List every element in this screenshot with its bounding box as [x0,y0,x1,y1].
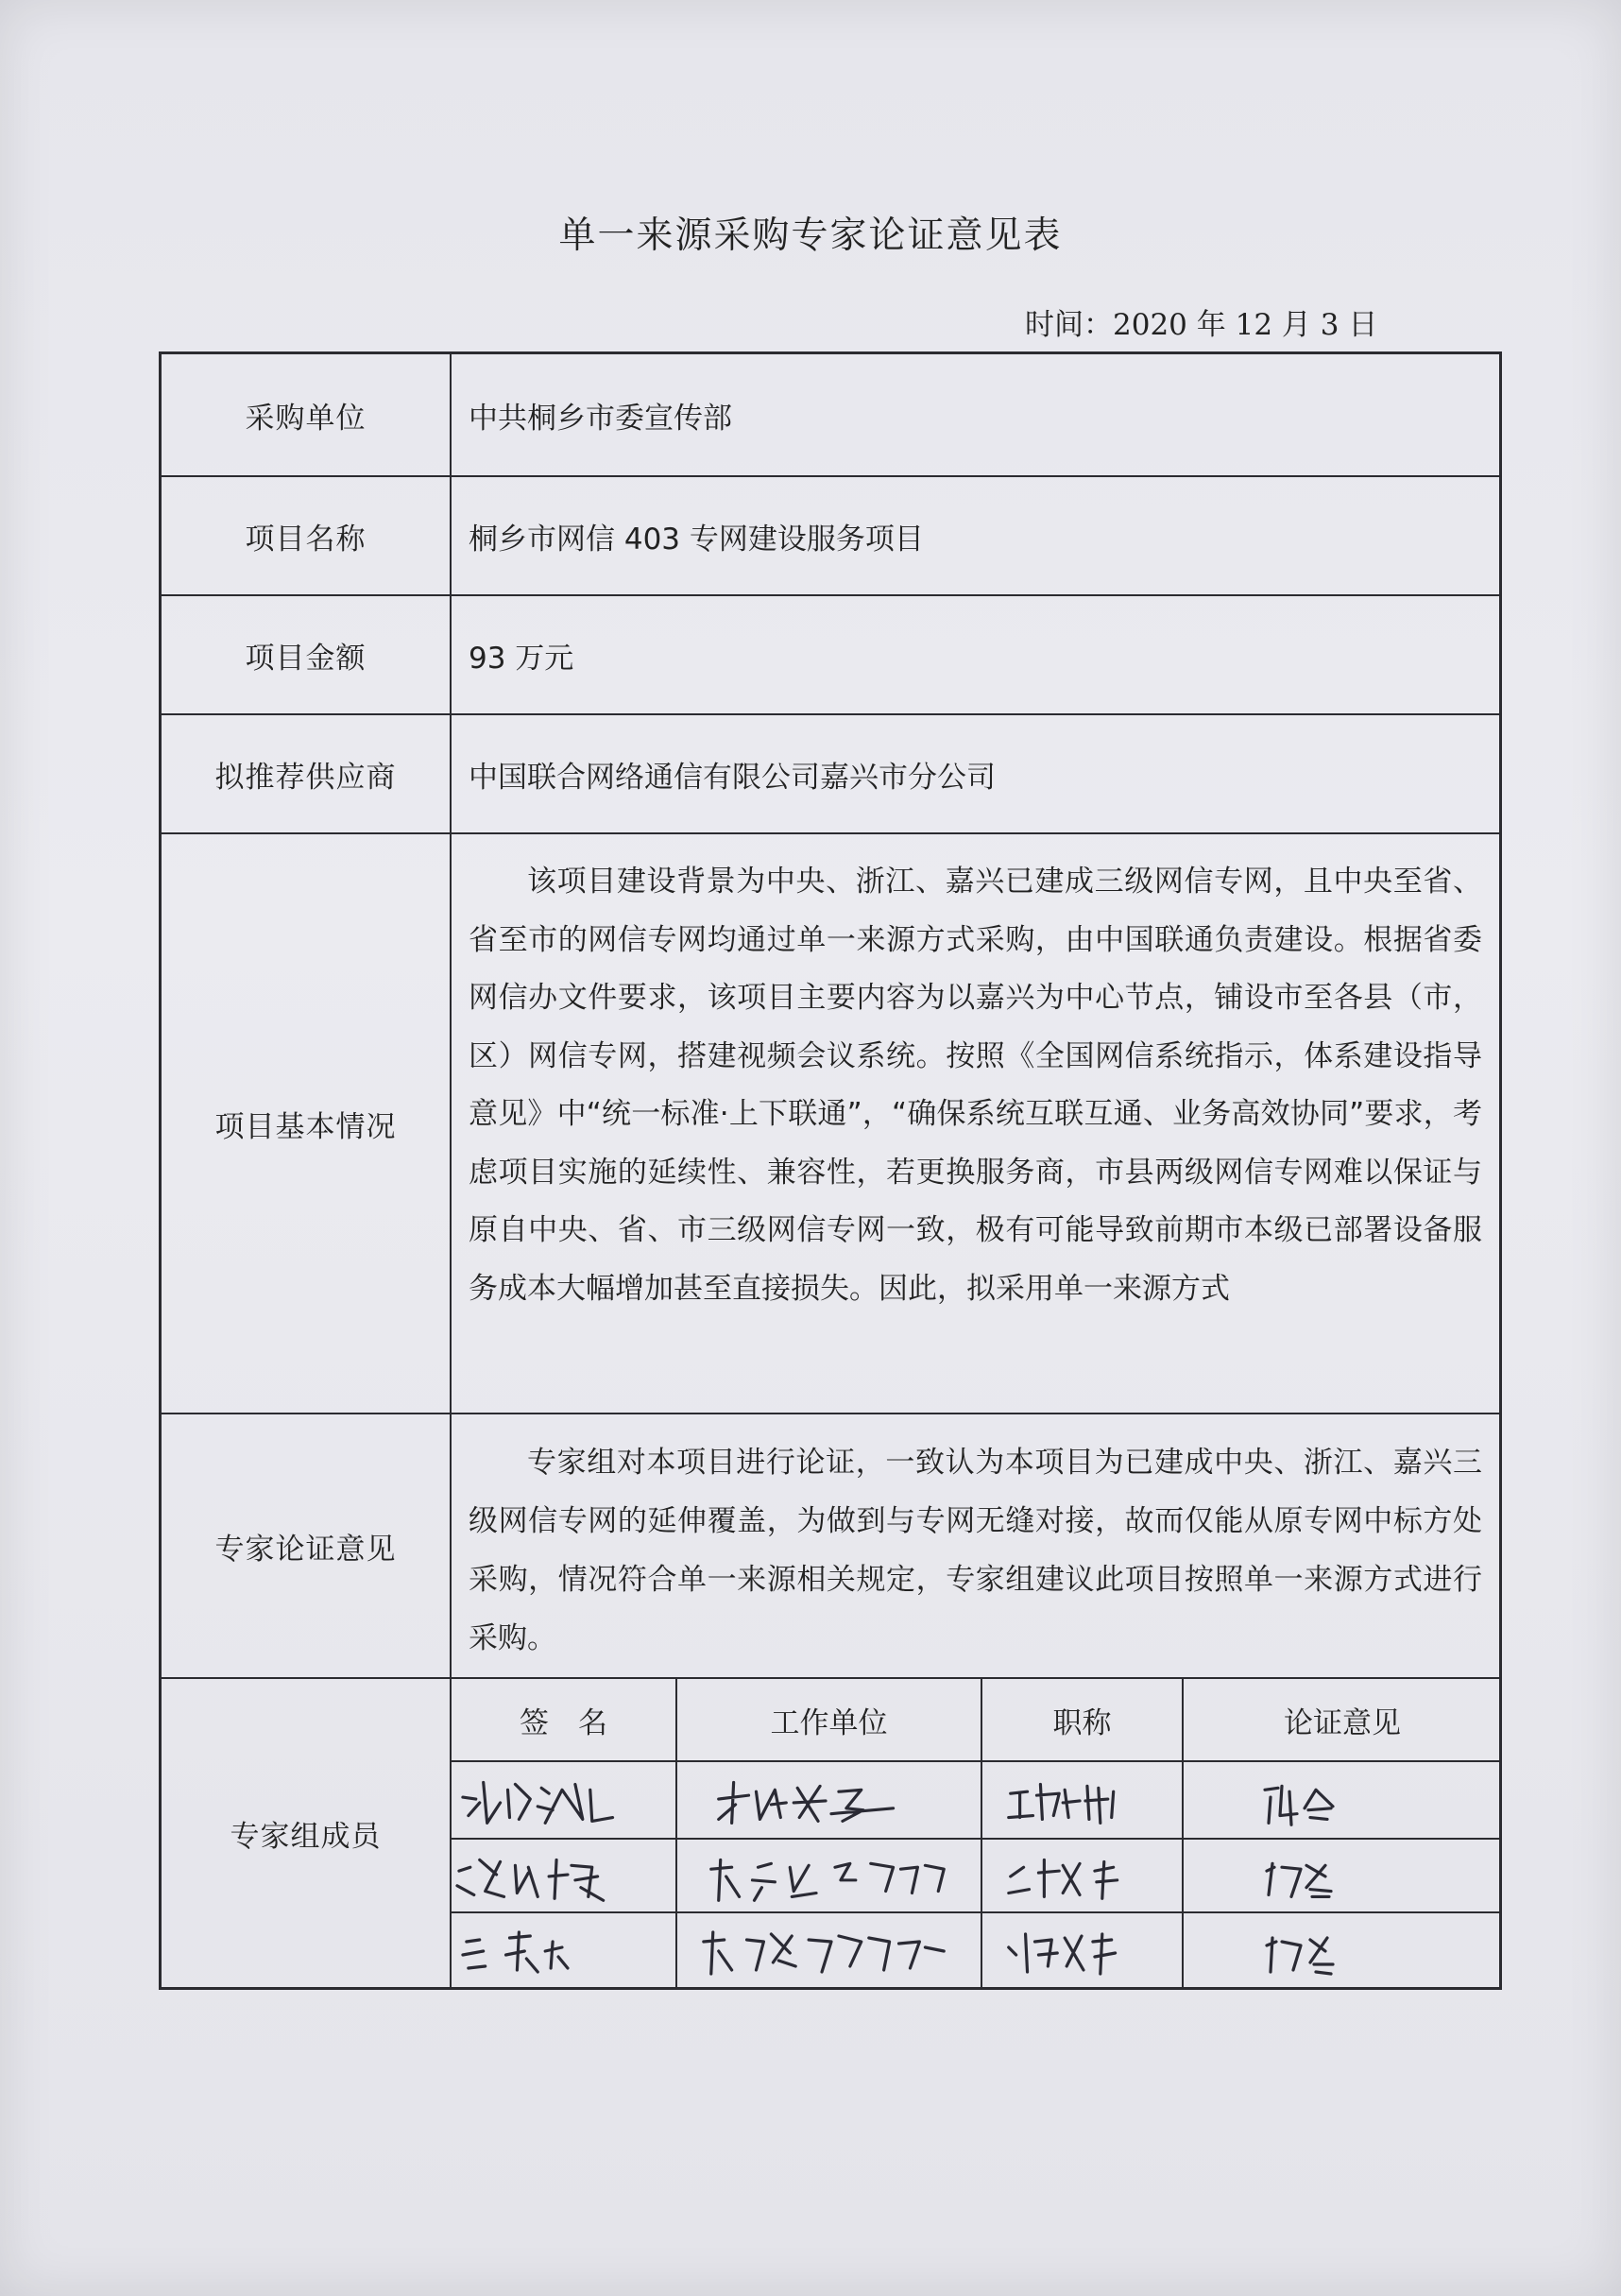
handwritten-unit [677,1913,982,1987]
header-title: 职称 [982,1679,1184,1760]
header-signature: 签 名 [452,1679,677,1760]
expert-header-row [452,1679,1499,1762]
handwritten-title [982,1840,1184,1911]
expert-row [452,1913,1499,1987]
handwritten-signature [452,1840,677,1911]
header-unit: 工作单位 [677,1679,982,1760]
handwritten-title [982,1762,1184,1838]
expert-opinion-label: 专家论证意见 [162,1414,452,1677]
project-name-value: 桐乡市网信 403 专网建设服务项目 [469,522,924,557]
expert-opinion-text: 专家组对本项目进行论证，一致认为本项目为已建成中央、浙江、嘉兴三级网信专网的延伸覆盖，为做到与专网无缝对接，故而仅能从原专网中标方处采购，情况符合单一来源相关规定，专家组建议此项目按照单一来源方式进行采购。 [469,1446,1482,1655]
expert-members-label: 专家组成员 [162,1679,452,1987]
background-label: 项目基本情况 [162,834,452,1413]
project-amount-label: 项目金额 [162,596,452,713]
supplier-value: 中国联合网络通信有限公司嘉兴市分公司 [469,760,996,795]
handwritten-opinion [1184,1913,1501,1987]
row-expert-members [162,1679,1499,1987]
project-name-label: 项目名称 [162,477,452,594]
opinion-form-table [159,351,1502,1990]
purchaser-label: 采购单位 [162,354,452,475]
expert-row [452,1840,1499,1913]
header-opinion: 论证意见 [1284,1705,1401,1740]
handwritten-title [982,1913,1184,1987]
supplier-label: 拟推荐供应商 [162,715,452,832]
document-date: 时间：2020 年 12 月 3 日 [1025,308,1378,342]
expert-row [452,1762,1499,1840]
row-expert-opinion [162,1414,1499,1679]
row-supplier [162,715,1499,834]
project-amount-value: 93 万元 [469,641,574,676]
row-project-name [162,477,1499,596]
handwritten-signature [452,1762,677,1838]
background-text: 该项目建设背景为中央、浙江、嘉兴已建成三级网信专网，且中央至省、省至市的网信专网均通过单一来源方式采购，由中国联通负责建设。根据省委网信办文件要求，该项目主要内容为以嘉兴为中心节点，铺设市至各县（市，区）网信专网，搭建视频会议系统。按照《全国网信系统指示，体系建设指导意见》中“统一标准·上下联通”，“确保系统互联互通、业务高效协同”要求，考虑项目实施的延续性、兼容性，若更换服务商，市县两级网信专网难以保证与原自中央、省、市三级网信专网一致，极有可能导致前期市本级已部署设备服务成本大幅增加甚至直接损失。因此，拟采用单一来源方式 [469,865,1482,1306]
handwritten-opinion [1184,1840,1501,1911]
handwritten-opinion [1184,1762,1501,1838]
handwritten-unit [677,1840,982,1911]
row-project-amount [162,596,1499,715]
handwritten-unit [677,1762,982,1838]
row-background [162,834,1499,1414]
purchaser-value: 中共桐乡市委宣传部 [469,401,732,436]
handwritten-signature [452,1913,677,1987]
expert-members-grid [452,1679,1499,1987]
row-purchaser [162,354,1499,477]
document-title: 单一来源采购专家论证意见表 [558,214,1063,257]
